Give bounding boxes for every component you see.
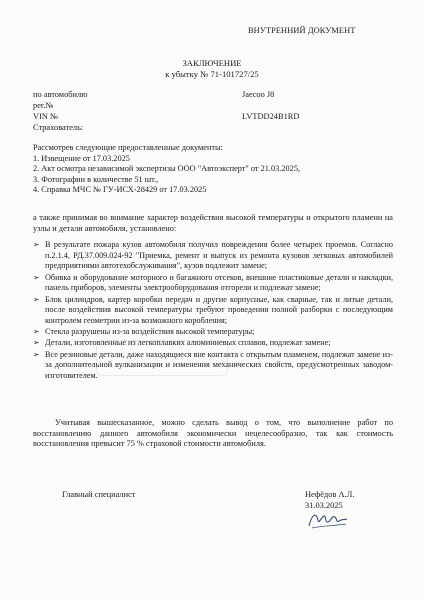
finding-item: ➢ Блок цилиндров, картер коробки передач и другие корпусные, как сварные, так и литые детали, после воздействия высокой температуры требуют проведения полной разборки с последующим контролем геометрии из-за возможного коробления;: [33, 294, 393, 325]
document-title: [0, 58, 424, 80]
documents-intro: Рассмотрев следующие предоставленные документы:: [33, 143, 223, 152]
signature-date: 31.03.2025: [305, 501, 343, 510]
documents-section: [33, 143, 393, 196]
reg-number-label: рег.№: [33, 101, 54, 110]
signer-position: Главный специалист: [62, 490, 136, 499]
finding-item: ➢ Детали, изготовленные из легкоплавких алюминиевых сплавов, подлежат замене;: [33, 338, 331, 348]
document-item: 2. Акт осмотра независимой экспертизы ООО "Автоэксперт" от 21.03.2025,: [33, 164, 301, 174]
vin-label: VIN №: [33, 112, 58, 121]
document-item: 4. Справка МЧС № ГУ-ИСХ-28429 от 17.03.2025: [33, 185, 207, 195]
bullet-icon: ➢: [33, 272, 40, 282]
bullet-icon: ➢: [33, 349, 40, 359]
finding-item: ➢ Обивка и оборудование моторного и багажного отсеков, внешние пластиковые детали и накладки, панель приборов, элементы электрооборудования отгорели и подлежат замене;: [33, 272, 393, 293]
vehicle-model: Jaecoo J8: [242, 90, 275, 99]
considering-paragraph: а также принимая во внимание характер воздействия высокой температуры и открытого пламени на узлы и детали автомобиля, установлено:: [33, 213, 393, 233]
document-item: 3. Фотографии в количестве 51 шт.,: [33, 174, 159, 184]
bullet-icon: ➢: [33, 240, 40, 249]
vin-value: LVTDD24B1RD: [242, 112, 300, 121]
finding-item: ➢ Стекла разрушены из-за воздействия высокой температуры;: [33, 327, 255, 337]
vehicle-label: по автомобилю: [33, 90, 88, 99]
faint-watermark: [96, 340, 228, 376]
bullet-icon: ➢: [33, 294, 40, 304]
policyholder-label: Страхователь:: [33, 123, 84, 132]
handwritten-signature: [306, 508, 350, 532]
finding-item: ➢ В результате пожара кузов автомобиля получил повреждения более четырех проемов. Согласно п.2.1.4, РД.37.009.024-92 "Приемка, ремент и выпуск из ремонта кузовов легковых автомобилей предприятиями автотехобслуживания", кузов подлежит замене;: [33, 240, 393, 271]
finding-item: ➢ Все резиновые детали, даже находящиеся вне контакта с открытым пламенем, подлежат замене из-за дополнительной вулканизации и изменения механических свойств, предусмотренных заводом-изготовителем.: [33, 349, 393, 380]
bullet-icon: ➢: [33, 327, 40, 337]
claim-number: к убытку № 71-101727/25: [165, 69, 259, 79]
documents-list: [33, 154, 393, 196]
title-heading: ЗАКЛЮЧЕНИЕ: [182, 58, 242, 68]
signer-name: Нефёдов А.Л.: [305, 490, 355, 499]
document-item: 1. Извещение от 17.03.2025: [33, 153, 130, 163]
bullet-icon: ➢: [33, 338, 40, 348]
internal-document-mark: ВНУТРЕННИЙ ДОКУМЕНТ: [248, 26, 356, 35]
conclusion-paragraph: Учитывая вышесказанное, можно сделать вывод о том, что выполнение работ по восстановлению данного автомобиля экономически нецелесообразно, так как стоимость восстановления превысит 75 % страховой стоимости автомобиля.: [33, 418, 393, 449]
